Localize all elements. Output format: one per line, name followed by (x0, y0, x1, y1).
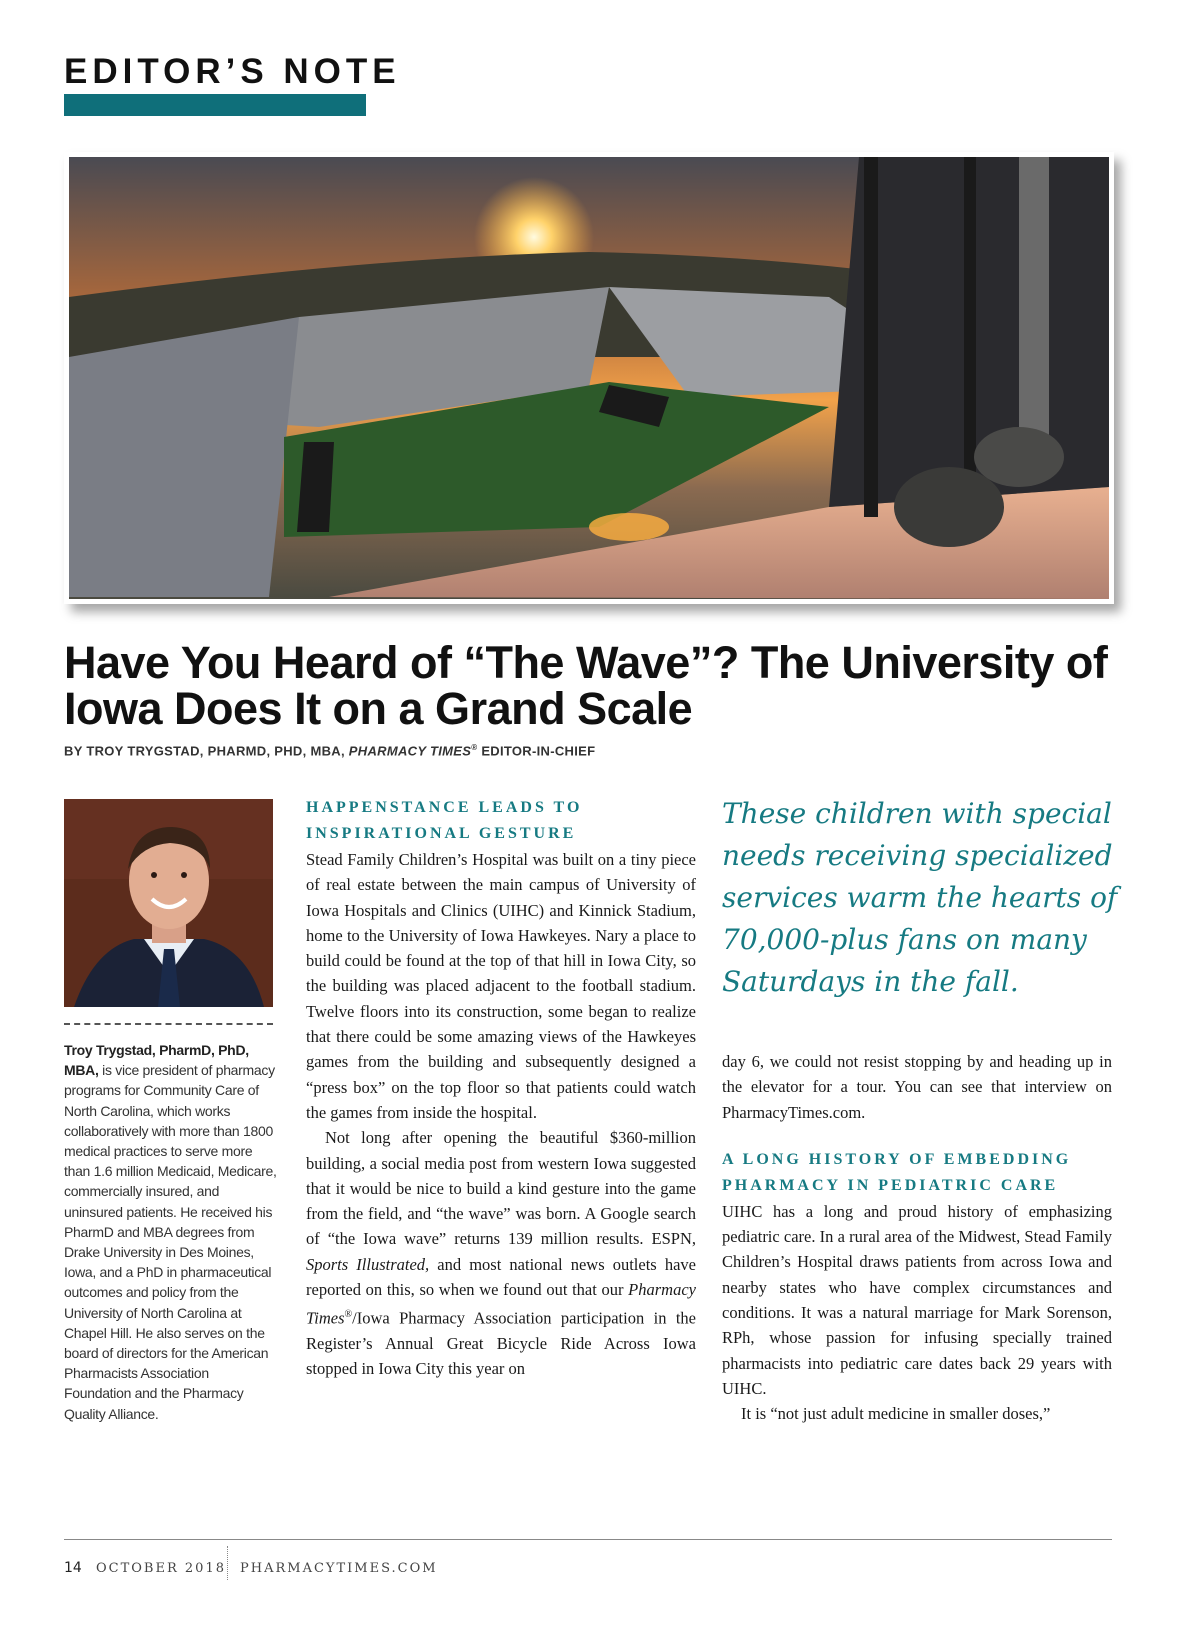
paragraph: It is “not just adult medicine in smaller doses,” (741, 1404, 1051, 1424)
paragraph: Stead Family Children’s Hospital was built on a tiny piece of real estate between the main campus of University of Iowa Hospitals and Clinics (UIHC) and Kinnick Stadium, home to the University of Iowa Hawkeyes. Nary a place to build could be found at the top of that hill in Iowa City, so the building was placed adjacent to the football stadium. Twelve floors into its construction, some began to realize that there could be some amazing views of the Hawkeyes games from the building and subsequently designed a “press box” on the top floor so that patients could watch the games from inside the hospital. (306, 850, 696, 1122)
author-name: Troy Trygstad, PharmD, PhD, MBA, (64, 1042, 249, 1079)
author-portrait-image (64, 799, 273, 1007)
paragraph (306, 1125, 696, 1381)
stadium-photo-image (69, 157, 1109, 599)
subhead-pediatric-care: A LONG HISTORY OF EMBEDDING PHARMACY IN PEDIATRIC CARE (722, 1150, 1072, 1194)
italic-title: Sports Illustrated, (306, 1254, 430, 1274)
issue-date: OCTOBER 2018 (96, 1561, 226, 1576)
stadium-photo (64, 152, 1114, 604)
author-bio (64, 1040, 279, 1424)
paragraph: UIHC has a long and proud history of emphasizing pediatric care. In a rural area of the Midwest, Stead Family Children’s Hospital draws patients from across Iowa and nearby states who have complex circumstances and conditions. It was a natural marriage for Mark Sorenson, RPh, whose passion for infusing specially trained pharmacists into pediatric care dates back 29 years with UIHC. (722, 1201, 1112, 1398)
byline-suffix: EDITOR-IN-CHIEF (477, 743, 596, 759)
paragraph: day 6, we could not resist stopping by and heading up in the elevator for a tour. You can see that interview on PharmacyTimes.com. (722, 1052, 1112, 1122)
author-portrait (64, 799, 273, 1007)
paragraph-text: Not long after opening the beautiful $360-million building, a social media post from western Iowa suggested that it would be nice to build a kind gesture into the game from the field, and “the wave” was born. A Google search of “the Iowa wave” returns 139 million results. ESPN, (306, 1128, 696, 1249)
footer-separator (227, 1546, 228, 1580)
pull-quote: These children with special needs receiving specialized services warm the hearts of 70,000-plus fans on many Saturdays in the fall. (722, 797, 1118, 998)
byline (64, 743, 964, 758)
byline-reg-mark: ® (471, 743, 478, 752)
page-number: 14 (64, 1560, 82, 1576)
paragraph-text: /Iowa Pharmacy Association participation in the Register’s Annual Great Bicycle Ride Across Iowa stopped in Iowa City this year on (306, 1308, 696, 1379)
byline-publication: PHARMACY TIMES (348, 743, 472, 759)
bio-divider (64, 1023, 273, 1025)
paragraph-text: and most national news outlets have reported on this, so when we found out that our (306, 1254, 696, 1300)
section-accent-bar (64, 94, 366, 116)
article-column-1 (306, 795, 696, 1382)
section-label: EDITOR’S NOTE (64, 52, 401, 91)
reg-mark: ® (344, 1309, 353, 1321)
article-column-2 (722, 1049, 1112, 1427)
byline-prefix: BY TROY TRYGSTAD, PHARMD, PHD, MBA, (64, 743, 349, 759)
headline: Have You Heard of “The Wave”? The University of Iowa Does It on a Grand Scale (64, 637, 1108, 734)
website-link[interactable]: PHARMACYTIMES.COM (240, 1561, 438, 1576)
italic-title: Pharmacy Times (306, 1280, 696, 1328)
footer-rule (64, 1539, 1112, 1540)
author-bio-text: is vice president of pharmacy programs for Community Care of North Carolina, which works collaboratively with more than 1800 medical practices to serve more than 1.6 million Medicaid, Medicare, commercially insured, and uninsured patients. He received his PharmD and MBA degrees from Drake University in Des Moines, Iowa, and a PhD in pharmaceutical outcomes and policy from the University of North Carolina at Chapel Hill. He also serves on the board of directors for the American Pharmacists Association Foundation and the Pharmacy Quality Alliance. (64, 1062, 277, 1422)
subhead-happenstance: HAPPENSTANCE LEADS TO INSPIRATIONAL GESTURE (306, 799, 583, 842)
